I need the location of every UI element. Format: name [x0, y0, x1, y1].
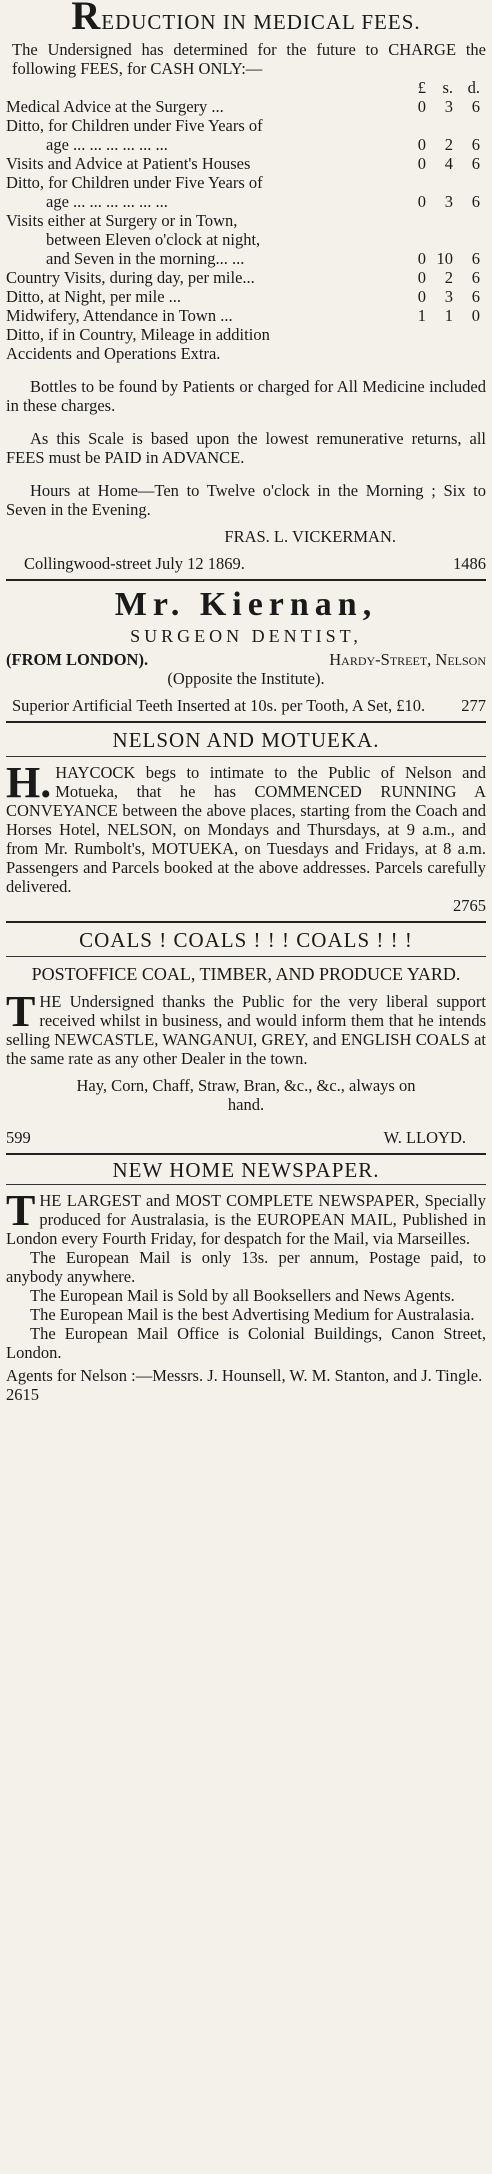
dentist-body: Superior Artificial Teeth Inserted at 10s. per Tooth, A Set, £10. [12, 696, 426, 715]
fee-row [6, 268, 486, 287]
divider [6, 921, 486, 923]
fee-amount [402, 287, 486, 306]
vickerman-signature: FRAS. L. VICKERMAN. [224, 527, 396, 546]
newspaper-ad [6, 1159, 486, 1404]
fee-d [456, 211, 480, 230]
fee-d [456, 344, 480, 363]
ad-number: 1486 [453, 554, 486, 573]
fee-row [6, 287, 486, 306]
scale-notice: As this Scale is based upon the lowest remunerative returns, all FEES must be PAID in ADVANCE. [6, 429, 486, 467]
fee-row [6, 306, 486, 325]
newspaper-dropcap: T [6, 1186, 36, 1235]
fee-l: 1 [417, 306, 426, 325]
fee-amount [402, 249, 486, 268]
medical-fees-title: REDUCTION IN MEDICAL FEES. [71, 0, 421, 38]
fee-description: age ... ... ... ... ... ... [46, 135, 168, 154]
fee-description: Country Visits, during day, per mile... [6, 268, 255, 287]
fee-description: and Seven in the morning... ... [46, 249, 245, 268]
fee-s [429, 173, 453, 192]
divider [6, 721, 486, 723]
coals-footer [6, 1128, 486, 1147]
newspaper-title: NEW HOME NEWSPAPER. [112, 1158, 380, 1182]
fee-d: 6 [471, 97, 480, 116]
fee-d: 0 [471, 306, 480, 325]
fee-d: 6 [471, 287, 480, 306]
newspaper-p3: The European Mail is Sold by all Booksellers and News Agents. [30, 1286, 455, 1305]
newspaper-p1: HE LARGEST and MOST COMPLETE NEWSPAPER, Specially produced for Australasia, is the EUROPEAN MAIL, Published in London every Fourth Friday, for despatch for the Mail, via Marseilles. [6, 1191, 486, 1248]
fee-d [456, 325, 480, 344]
medical-fees-ad [6, 0, 486, 573]
fee-row [6, 249, 486, 268]
newspaper-p2: The European Mail is only 13s. per annum, Postage paid, to anybody anywhere. [6, 1248, 486, 1286]
fee-row [6, 173, 486, 192]
fee-d [456, 173, 480, 192]
currency-header: £ s. d. [417, 78, 480, 97]
fee-amount [402, 173, 486, 192]
fee-amount [402, 230, 486, 249]
fee-amount [402, 116, 486, 135]
fee-amount [402, 325, 486, 344]
fee-amount [402, 306, 486, 325]
fee-l: 0 [417, 192, 426, 211]
fee-row [6, 325, 486, 344]
fee-amount [402, 97, 486, 116]
vickerman-address-row [6, 554, 486, 573]
fee-description: Ditto, if in Country, Mileage in addition [6, 325, 270, 344]
fee-row [6, 211, 486, 230]
fee-amount [402, 192, 486, 211]
conveyance-dropcap: H. [6, 758, 52, 807]
fee-row [6, 97, 486, 116]
divider [6, 1153, 486, 1155]
fee-s [429, 325, 453, 344]
fee-l [402, 344, 426, 363]
fee-row [6, 192, 486, 211]
dentist-ad [6, 585, 486, 715]
fee-d: 6 [471, 154, 480, 173]
fee-description: age ... ... ... ... ... ... [46, 192, 168, 211]
fee-s [429, 116, 453, 135]
ad-number: 2765 [453, 896, 486, 915]
coals-title: COALS ! COALS ! ! ! COALS ! ! ! [79, 928, 413, 952]
fee-row [6, 116, 486, 135]
fee-s: 1 [444, 306, 453, 325]
coals-ad [6, 927, 486, 1147]
fee-table [6, 78, 486, 363]
fee-description: Midwifery, Attendance in Town ... [6, 306, 233, 325]
fee-l [402, 173, 426, 192]
fee-row [6, 230, 486, 249]
fee-description: Ditto, for Children under Five Years of [6, 173, 263, 192]
bottles-notice: Bottles to be found by Patients or charged for All Medicine included in these charges. [6, 377, 486, 415]
fee-description: Accidents and Operations Extra. [6, 344, 221, 363]
hours-notice: Hours at Home—Ten to Twelve o'clock in the Morning ; Six to Seven in the Evening. [6, 481, 486, 519]
fee-amount [402, 344, 486, 363]
dentist-title: Mr. Kiernan, [114, 586, 378, 623]
fee-s [429, 344, 453, 363]
divider [6, 579, 486, 581]
fee-l [402, 116, 426, 135]
ad-number: 599 [6, 1128, 31, 1147]
conveyance-title: NELSON AND MOTUEKA. [112, 728, 380, 752]
fee-amount [402, 135, 486, 154]
fee-amount [402, 268, 486, 287]
newspaper-column [6, 0, 486, 1404]
fee-s: 3 [444, 287, 453, 306]
fee-amount [402, 211, 486, 230]
fee-amount [402, 154, 486, 173]
fee-description: Visits either at Surgery or in Town, [6, 211, 238, 230]
fee-s: 2 [444, 268, 453, 287]
dentist-subtitle: SURGEON DENTIST, [130, 626, 362, 646]
fee-d: 6 [471, 268, 480, 287]
fee-s: 2 [444, 135, 453, 154]
fee-s [429, 211, 453, 230]
fee-l: 0 [417, 287, 426, 306]
fee-l: 0 [417, 97, 426, 116]
fee-s [429, 230, 453, 249]
fee-d [456, 116, 480, 135]
dentist-opposite: (Opposite the Institute). [167, 669, 325, 688]
fee-d [456, 230, 480, 249]
fee-l [402, 211, 426, 230]
fee-d: 6 [471, 135, 480, 154]
fee-l: 0 [417, 154, 426, 173]
fee-l: 0 [417, 135, 426, 154]
vickerman-address: Collingwood-street July 12 1869. [24, 554, 245, 573]
fee-l: 0 [417, 249, 426, 268]
fee-description: Medical Advice at the Surgery ... [6, 97, 224, 116]
conveyance-body: HAYCOCK begs to intimate to the Public of Nelson and Motueka, that he has COMMENCED RUNNING A CONVEYANCE between the above places, starting from the Coach and Horses Hotel, NELSON, on Mondays and Thursdays, at 9 a.m., and from Mr. Rumbolt's, MOTUEKA, on Tuesdays and Fridays, at 8 a.m. Passengers and Parcels booked at the above addresses. Parcels carefully delivered. [6, 763, 486, 896]
conveyance-ad [6, 727, 486, 915]
newspaper-agents: Agents for Nelson :—Messrs. J. Hounsell, W. M. Stanton, and J. Tingle. [6, 1366, 483, 1385]
newspaper-p5: The European Mail Office is Colonial Buildings, Canon Street, London. [6, 1324, 486, 1362]
fee-row [6, 135, 486, 154]
coals-dropcap: T [6, 987, 36, 1036]
fee-s: 10 [436, 249, 453, 268]
fee-description: Ditto, at Night, per mile ... [6, 287, 182, 306]
fee-l: 0 [417, 268, 426, 287]
fee-description: Visits and Advice at Patient's Houses [6, 154, 251, 173]
ad-number: 2615 [6, 1385, 39, 1404]
coals-goods: Hay, Corn, Chaff, Straw, Bran, &c., &c., always on hand. [76, 1076, 416, 1114]
newspaper-p4: The European Mail is the best Advertising Medium for Australasia. [30, 1305, 475, 1324]
medical-fees-intro: The Undersigned has determined for the future to CHARGE the following FEES, for CASH ONLY:— [12, 40, 486, 78]
fee-s: 4 [444, 154, 453, 173]
fee-row [6, 154, 486, 173]
coals-body: HE Undersigned thanks the Public for the very liberal support received whilst in business, and would inform them that he intends selling NEWCASTLE, WANGANUI, GREY, and ENGLISH COALS at the same rate as any other Dealer in the town. [6, 992, 486, 1068]
ad-number: 277 [461, 696, 486, 715]
fee-l [402, 230, 426, 249]
fee-d: 6 [471, 192, 480, 211]
fee-s: 3 [444, 192, 453, 211]
dentist-location: (FROM LONDON). Hardy-Street, Nelson [6, 650, 486, 669]
fee-d: 6 [471, 249, 480, 268]
fee-description: between Eleven o'clock at night, [46, 230, 261, 249]
fee-l [402, 325, 426, 344]
coals-subtitle: POSTOFFICE COAL, TIMBER, AND PRODUCE YARD. [31, 964, 461, 984]
fee-row [6, 344, 486, 363]
lloyd-signature: W. LLOYD. [383, 1128, 466, 1147]
fee-description: Ditto, for Children under Five Years of [6, 116, 263, 135]
fee-s: 3 [444, 97, 453, 116]
